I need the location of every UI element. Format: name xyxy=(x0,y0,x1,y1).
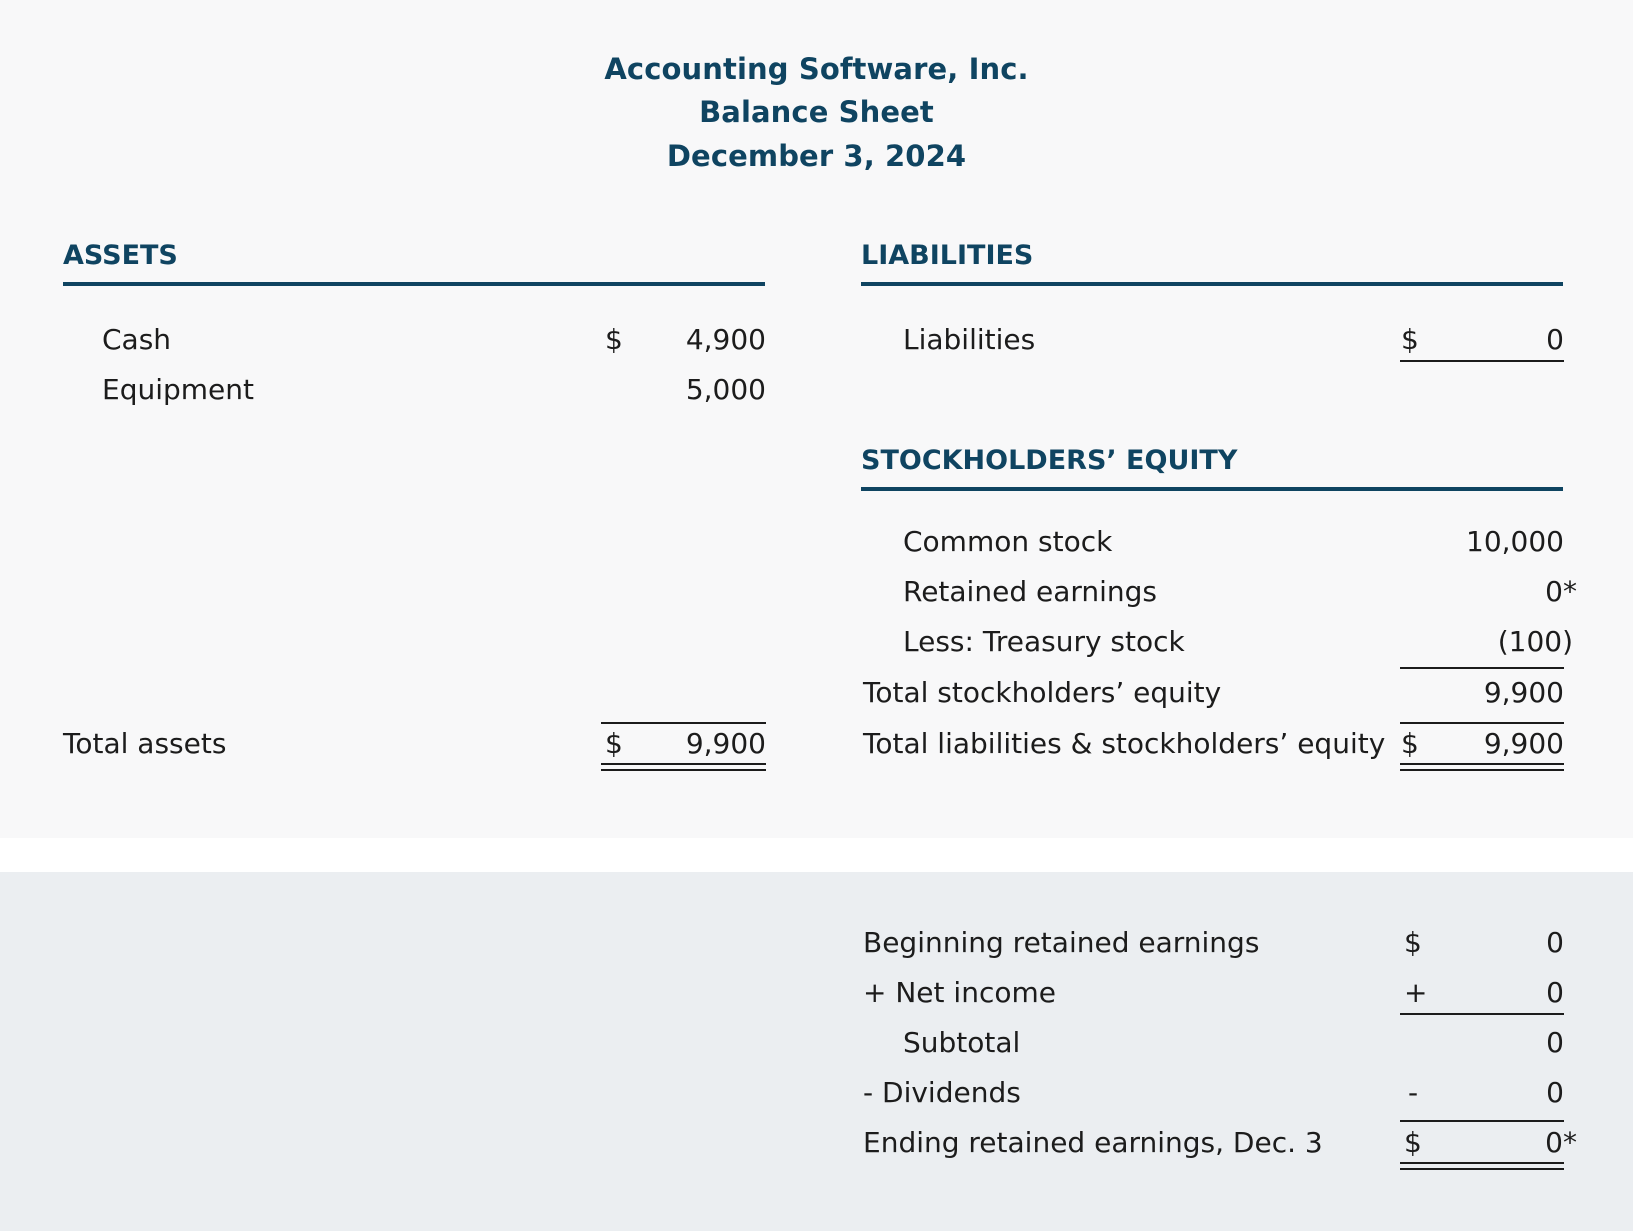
ending-retained-sign: $ xyxy=(1404,1126,1422,1159)
retained-earnings-label: Retained earnings xyxy=(903,575,1158,608)
retained-earnings-panel xyxy=(0,872,1633,1231)
dividends-underline xyxy=(1400,1120,1564,1122)
liabilities-label: Liabilities xyxy=(903,323,1036,356)
dividends-sign: - xyxy=(1408,1076,1419,1109)
total-liabilities-equity-label: Total liabilities & stockholders’ equity xyxy=(863,727,1386,760)
assets-heading-rule xyxy=(63,282,765,286)
common-stock-label: Common stock xyxy=(903,525,1113,558)
cash-currency: $ xyxy=(605,323,623,356)
assets-heading: ASSETS xyxy=(63,240,178,271)
treasury-stock-value: (100) xyxy=(1497,625,1573,658)
equipment-label: Equipment xyxy=(102,373,254,406)
beginning-retained-value: 0 xyxy=(1546,926,1564,959)
net-income-sign: + xyxy=(1404,976,1428,1009)
equity-heading: STOCKHOLDERS’ EQUITY xyxy=(861,445,1238,476)
total-liabilities-equity-currency: $ xyxy=(1401,727,1419,760)
total-assets-top-rule xyxy=(601,722,766,724)
cash-value: 4,900 xyxy=(685,323,766,356)
total-assets-label: Total assets xyxy=(63,727,227,760)
total-assets-currency: $ xyxy=(605,727,623,760)
net-income-value: 0 xyxy=(1546,976,1564,1009)
total-assets-value: 9,900 xyxy=(685,727,766,760)
net-income-label: + Net income xyxy=(863,976,1056,1009)
total-equity-underline xyxy=(1400,722,1564,724)
company-name: Accounting Software, Inc. xyxy=(604,52,1029,86)
total-equity-value: 9,900 xyxy=(1483,676,1564,709)
total-assets-double-rule xyxy=(601,763,766,771)
total-liabilities-equity-double-rule xyxy=(1400,763,1564,771)
dividends-value: 0 xyxy=(1546,1076,1564,1109)
total-equity-label: Total stockholders’ equity xyxy=(863,676,1222,709)
ending-retained-double-rule xyxy=(1400,1162,1564,1170)
treasury-underline xyxy=(1400,667,1564,669)
common-stock-value: 10,000 xyxy=(1466,525,1564,558)
liabilities-heading: LIABILITIES xyxy=(861,240,1034,271)
statement-title: Balance Sheet xyxy=(699,95,934,129)
ending-retained-value: 0* xyxy=(1545,1126,1577,1159)
liabilities-currency: $ xyxy=(1401,323,1419,356)
cash-label: Cash xyxy=(102,323,172,356)
dividends-label: - Dividends xyxy=(863,1076,1021,1109)
liabilities-heading-rule xyxy=(861,282,1563,286)
retained-earnings-value: 0* xyxy=(1545,575,1577,608)
subtotal-value: 0 xyxy=(1546,1026,1564,1059)
beginning-retained-label: Beginning retained earnings xyxy=(863,926,1260,959)
net-income-underline xyxy=(1400,1013,1564,1015)
statement-date: December 3, 2024 xyxy=(666,139,967,173)
equipment-value: 5,000 xyxy=(685,373,766,406)
beginning-retained-sign: $ xyxy=(1404,926,1422,959)
equity-heading-rule xyxy=(861,487,1563,491)
liabilities-value: 0 xyxy=(1546,323,1564,356)
liabilities-underline xyxy=(1400,360,1564,362)
total-liabilities-equity-value: 9,900 xyxy=(1483,727,1564,760)
ending-retained-label: Ending retained earnings, Dec. 3 xyxy=(863,1126,1323,1159)
treasury-stock-label: Less: Treasury stock xyxy=(903,625,1185,658)
subtotal-label: Subtotal xyxy=(903,1026,1021,1059)
